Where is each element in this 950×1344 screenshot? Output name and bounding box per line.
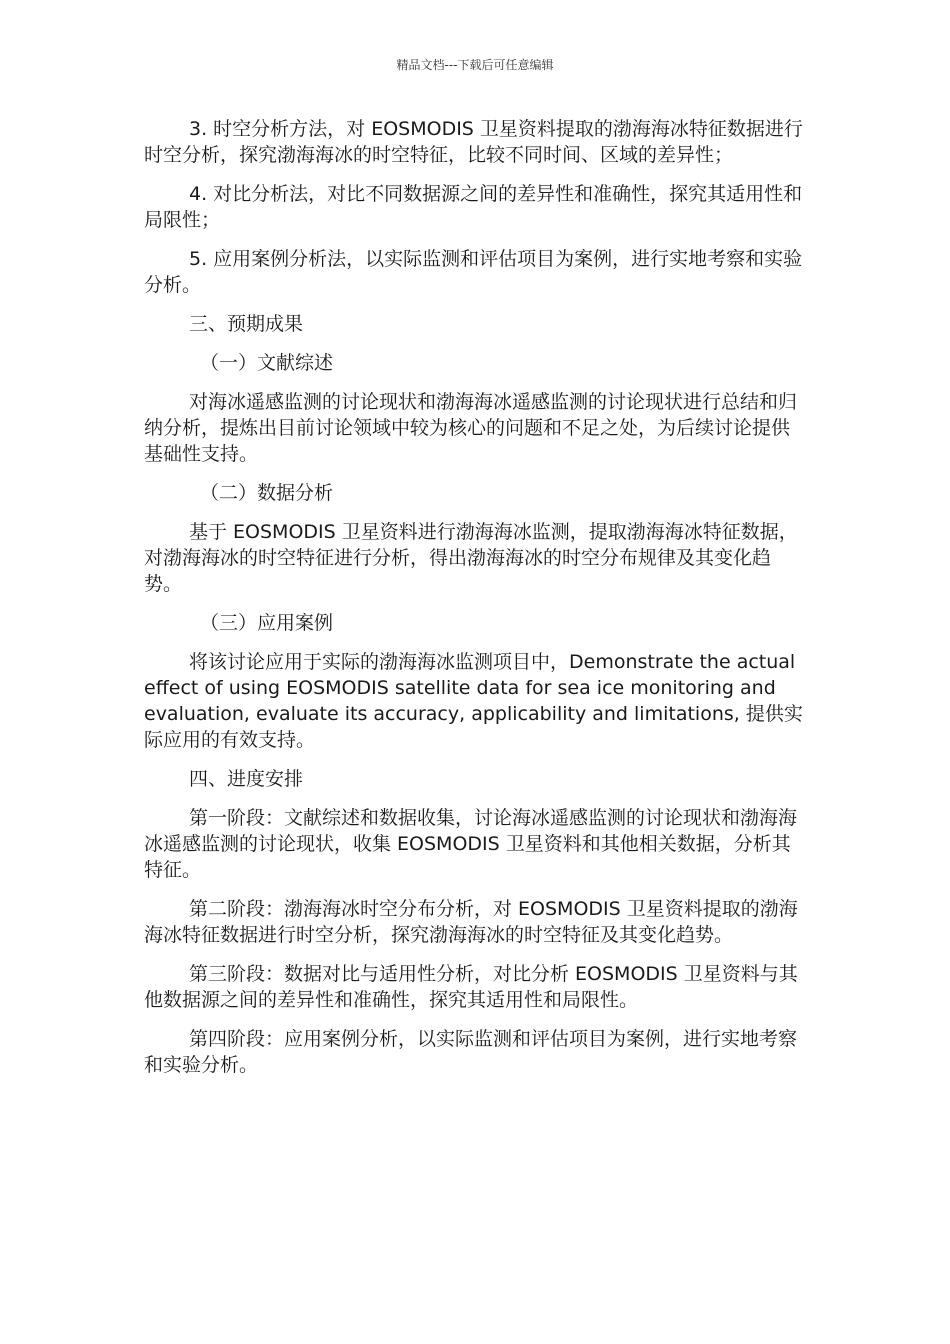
section-heading-expected-results: 三、预期成果	[189, 313, 304, 335]
page-header: 精品文档---下载后可任意编辑	[396, 58, 554, 72]
subheading-data-analysis: （二）数据分析	[200, 482, 334, 504]
paragraph-method-3: 3. 时空分析方法，对 EOSMODIS 卫星资料提取的渤海海冰特征数据进行时空分析，探究渤海海冰的时空特征，比较不同时间、区域的差异性；	[144, 118, 803, 166]
document-body	[144, 116, 808, 1091]
paragraph-stage-4: 第四阶段：应用案例分析，以实际监测和评估项目为案例，进行实地考察和实验分析。	[144, 1028, 798, 1076]
subheading-literature-review: （一）文献综述	[200, 352, 334, 374]
paragraph-data-analysis: 基于 EOSMODIS 卫星资料进行渤海海冰监测，提取渤海海冰特征数据，对渤海海冰的时空特征进行分析，得出渤海海冰的时空分布规律及其变化趋势。	[144, 521, 798, 595]
paragraph-application-case: 将该讨论应用于实际的渤海海冰监测项目中，Demonstrate the actual effect of using EOSMODIS satellite data for sea ice monitoring and evaluation, evaluate its accuracy, applicability and limitations, 提供实际应用的有效支持。	[144, 651, 803, 751]
paragraph-stage-3: 第三阶段：数据对比与适用性分析，对比分析 EOSMODIS 卫星资料与其他数据源之间的差异性和准确性，探究其适用性和局限性。	[144, 963, 798, 1011]
section-heading-schedule: 四、进度安排	[189, 768, 304, 790]
subheading-application-case: （三）应用案例	[200, 612, 334, 634]
paragraph-method-4: 4. 对比分析法，对比不同数据源之间的差异性和准确性，探究其适用性和局限性；	[144, 183, 803, 231]
paragraph-method-5: 5. 应用案例分析法，以实际监测和评估项目为案例，进行实地考察和实验分析。	[144, 248, 803, 296]
paragraph-stage-1: 第一阶段：文献综述和数据收集，讨论海冰遥感监测的讨论现状和渤海海冰遥感监测的讨论现状，收集 EOSMODIS 卫星资料和其他相关数据，分析其特征。	[144, 807, 798, 881]
paragraph-stage-2: 第二阶段：渤海海冰时空分布分析，对 EOSMODIS 卫星资料提取的渤海海冰特征数据进行时空分析，探究渤海海冰的时空特征及其变化趋势。	[144, 898, 798, 946]
paragraph-literature-review: 对海冰遥感监测的讨论现状和渤海海冰遥感监测的讨论现状进行总结和归纳分析，提炼出目前讨论领域中较为核心的问题和不足之处，为后续讨论提供基础性支持。	[144, 391, 798, 465]
